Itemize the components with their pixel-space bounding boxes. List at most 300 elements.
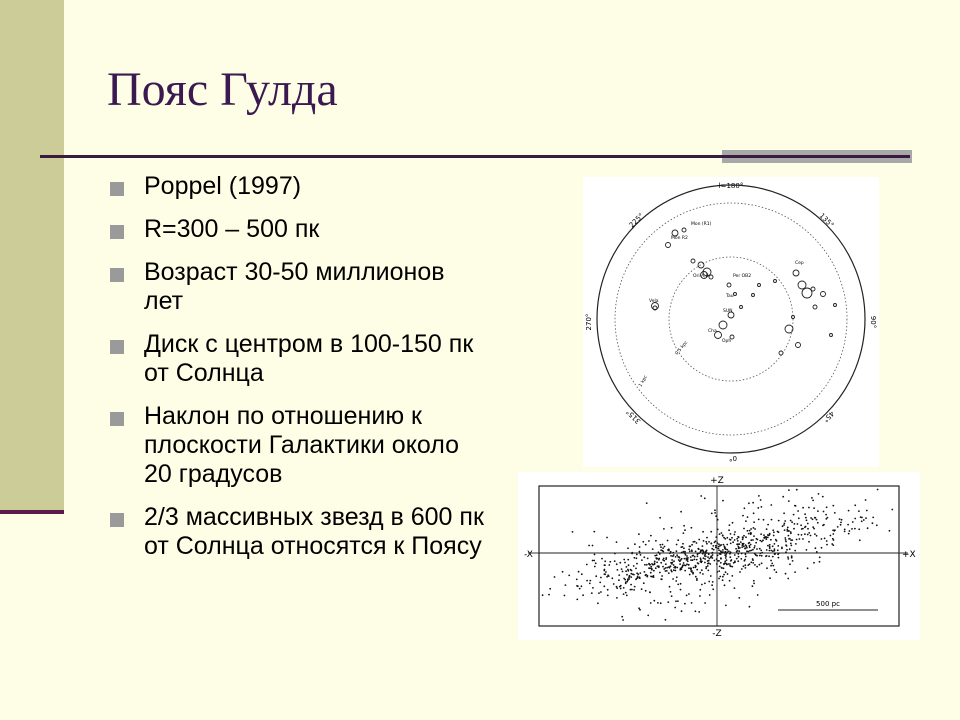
star-dot [729,553,731,555]
star-dot [785,541,787,543]
star-dot [660,546,662,548]
star-dot [710,542,712,544]
label-minus-z: -Z [712,629,722,639]
star-dot [654,561,656,563]
star-dot [793,514,795,516]
star-dot [613,583,615,585]
star-dot [732,522,734,524]
star-dot [659,572,661,574]
star-dot [781,547,783,549]
star-dot [620,588,622,590]
star-dot [774,553,776,555]
star-dot [724,546,726,548]
star-dot [889,530,891,532]
star-dot [627,547,629,549]
star-dot [799,538,801,540]
star-dot [655,540,657,542]
star-dot [769,577,771,579]
star-dot [789,538,791,540]
star-dot [565,584,567,586]
star-dot [692,572,694,574]
star-dot [627,579,629,581]
star-dot [656,561,658,563]
star-dot [727,563,729,565]
star-dot [722,549,724,551]
star-dot [690,559,692,561]
star-dot [680,583,682,585]
star-dot [625,583,627,585]
star-dot [729,556,731,558]
star-dot [731,566,733,568]
star-dot [667,601,669,603]
star-dot [616,586,618,588]
star-dot [646,564,648,566]
star-dot [648,567,650,569]
star-dot [629,575,631,577]
star-dot [669,552,671,554]
star-dot [720,544,722,546]
star-dot [792,560,794,562]
star-dot [621,616,623,618]
star-dot [643,582,645,584]
star-dot [623,587,625,589]
gould-belt-side-figure [518,472,920,640]
star-dot [786,529,788,531]
obj-mon-r2: Mon R2 [671,236,688,241]
star-dot [826,506,828,508]
label-315: 315° [624,407,643,426]
star-dot [807,523,809,525]
label-plus-x: +X [902,550,916,560]
star-dot [724,561,726,563]
star-dot [736,538,738,540]
star-dot [865,499,867,501]
star-dot [840,522,842,524]
star-dot [790,545,792,547]
star-dot [793,528,795,530]
star-dot [697,553,699,555]
star-dot [752,502,754,504]
star-dot [718,543,720,545]
star-dot [766,549,768,551]
star-dot [662,544,664,546]
star-dot [593,531,595,533]
star-dot [595,575,597,577]
title-rule [40,155,910,158]
star-dot [648,563,650,565]
star-dot [718,548,720,550]
star-dot [796,539,798,541]
star-dot [720,562,722,564]
star-dot [663,568,665,570]
star-dot [674,567,676,569]
star-dot [760,499,762,501]
star-dot [802,538,804,540]
star-dot [698,548,700,550]
star-dot [876,524,878,526]
star-dot [832,529,834,531]
star-dot [726,544,728,546]
star-dot [746,550,748,552]
star-dot [670,591,672,593]
star-dot [818,493,820,495]
star-dot [712,581,714,583]
star-dot [737,550,739,552]
star-dot [623,578,625,580]
star-dot [595,562,597,564]
star-dot [747,516,749,518]
star-dot [660,562,662,564]
star-dot [834,529,836,531]
star-dot [794,505,796,507]
star-dot [709,594,711,596]
star-dot [767,524,769,526]
star-dot [666,570,668,572]
star-dot [784,537,786,539]
star-dot [758,495,760,497]
star-dot [675,570,677,572]
bullet-marker-icon [110,268,124,282]
star-dot [750,533,752,535]
star-dot [731,537,733,539]
star-dot [848,533,850,535]
star-dot [616,541,618,543]
star-dot [675,600,677,602]
star-dot [579,588,581,590]
star-dot [706,543,708,545]
star-dot [708,553,710,555]
obj-cep: Cep [795,261,804,266]
star-dot [630,584,632,586]
star-dot [670,565,672,567]
star-dot [698,552,700,554]
star-dot [611,577,613,579]
star-dot [819,556,821,558]
bullet-item: Наклон по отношению к плоскости Галактики около 20 градусов [110,402,490,489]
star-dot [749,545,751,547]
bullet-item: Диск с центром в 100-150 пк от Солнца [110,330,490,388]
bullet-marker-icon [110,225,124,239]
star-dot [747,564,749,566]
star-dot [761,506,763,508]
star-dot [709,563,711,565]
star-dot [597,602,599,604]
star-dot [760,533,762,535]
obj-mon-r1: Mon (R1) [691,222,712,227]
star-dot [694,559,696,561]
star-dot [752,585,754,587]
star-dot [659,544,661,546]
star-dot [769,544,771,546]
star-dot [774,550,776,552]
star-dot [748,542,750,544]
star-dot [676,576,678,578]
star-dot [682,546,684,548]
star-dot [749,606,751,608]
star-dot [554,576,556,578]
star-dot [634,586,636,588]
star-dot [705,566,707,568]
star-dot [824,538,826,540]
star-dot [740,558,742,560]
star-dot [715,547,717,549]
star-dot [734,534,736,536]
star-dot [653,570,655,572]
left-accent-line [0,510,64,514]
star-dot [622,619,624,621]
polar-diagram [583,177,879,467]
star-dot [690,567,692,569]
star-dot [742,537,744,539]
star-dot [675,580,677,582]
star-dot [684,551,686,553]
star-dot [604,560,606,562]
star-dot [806,549,808,551]
star-dot [662,547,664,549]
star-dot [752,562,754,564]
star-dot [700,557,702,559]
star-dot [785,573,787,575]
star-dot [576,579,578,581]
star-dot [786,530,788,532]
star-dot [673,564,675,566]
star-dot [761,562,763,564]
star-dot [726,551,728,553]
star-dot [743,543,745,545]
star-dot [687,560,689,562]
star-dot [640,554,642,556]
star-dot [795,543,797,545]
star-dot [635,579,637,581]
star-dot [702,553,704,555]
star-dot [726,559,728,561]
star-dot [542,594,544,596]
star-dot [645,575,647,577]
star-dot [821,538,823,540]
star-dot [704,582,706,584]
star-dot [698,539,700,541]
star-dot [741,553,743,555]
star-dot [738,556,740,558]
star-dot [765,555,767,557]
star-dot [677,539,679,541]
star-dot [682,543,684,545]
star-dot [811,497,813,499]
star-dot [725,548,727,550]
star-dot [717,519,719,521]
star-dot [863,519,865,521]
star-dot [852,521,854,523]
star-dot [634,557,636,559]
star-dot [827,517,829,519]
star-dot [735,548,737,550]
star-dot [657,602,659,604]
star-dot [670,551,672,553]
star-dot [637,573,639,575]
star-dot [576,599,578,601]
star-dot [825,514,827,516]
star-dot [767,537,769,539]
star-dot [790,539,792,541]
star-dot [775,539,777,541]
star-dot [861,520,863,522]
star-dot [700,495,702,497]
star-dot [757,539,759,541]
star-clusters [652,228,837,355]
star-dot [631,570,633,572]
star-dot [708,581,710,583]
star-dot [841,519,843,521]
star-dot [688,564,690,566]
star-dot [593,560,595,562]
star-dot [699,589,701,591]
star-dot [749,550,751,552]
star-dot [771,563,773,565]
star-dot [717,529,719,531]
star-dot [805,517,807,519]
star-dot [734,531,736,533]
star-dot [696,569,698,571]
star-dot [660,578,662,580]
star-dot [688,549,690,551]
star-dot [796,489,798,491]
star-dot [633,589,635,591]
star-dot [627,559,629,561]
star-dot [813,562,815,564]
star-dot [657,565,659,567]
obj-per: Per OB2 [733,274,752,279]
obj-tau: Tau [726,294,734,299]
star-dot [619,586,621,588]
star-dot [622,571,624,573]
star-dot [705,541,707,543]
star-dot [736,543,738,545]
star-dot [716,563,718,565]
star-dot [697,562,699,564]
star-dot [807,528,809,530]
star-dot [673,569,675,571]
star-dot [711,548,713,550]
star-dot [649,591,651,593]
star-dot [759,555,761,557]
bullet-marker-icon [110,412,124,426]
star-dot [691,602,693,604]
star-dot [763,519,765,521]
star-dot [747,530,749,532]
star-dot [724,551,726,553]
star-dot [723,574,725,576]
star-dot [650,572,652,574]
star-dot [738,597,740,599]
star-dot [808,507,810,509]
label-45: 45° [821,409,836,424]
star-dot [810,517,812,519]
star-dot [719,576,721,578]
star-dot [854,504,856,506]
star-dot [688,567,690,569]
star-dot [729,563,731,565]
star-dot [706,537,708,539]
star-dot [670,569,672,571]
star-dot [788,535,790,537]
star-dot [683,551,685,553]
star-dot [624,562,626,564]
star-dot [722,500,724,502]
star-dot [742,515,744,517]
star-dot [697,555,699,557]
star-dot [636,554,638,556]
star-dot [700,549,702,551]
star-dot [714,560,716,562]
star-dot [683,525,685,527]
obj-sun: SUN [723,309,733,314]
star-dot [702,550,704,552]
star-dot [548,594,550,596]
star-dot [787,556,789,558]
star-dot [701,584,703,586]
star-dot [774,569,776,571]
star-dot [631,553,633,555]
star-dot [724,584,726,586]
star-dot [676,544,678,546]
star-dot [639,552,641,554]
star-dot [877,489,879,491]
star-dot [801,528,803,530]
star-dot [788,500,790,502]
star-dot [812,518,814,520]
star-dot [689,546,691,548]
bullet-list [110,172,490,575]
star-dot [668,550,670,552]
star-dot [749,530,751,532]
star-dot [581,585,583,587]
star-dot [791,555,793,557]
star-dot [729,580,731,582]
star-dot [626,595,628,597]
star-dot [745,567,747,569]
star-dot [725,605,727,607]
star-dot [681,610,683,612]
star-dot [704,602,706,604]
star-dot [814,533,816,535]
star-dot [690,570,692,572]
star-dot [788,489,790,491]
star-dot [588,545,590,547]
star-dot [705,550,707,552]
star-dot [804,533,806,535]
star-dot [722,576,724,578]
star-dot [669,567,671,569]
star-dot [616,597,618,599]
star-dot [671,559,673,561]
star-dot [691,544,693,546]
star-dot [647,615,649,617]
star-dot [604,573,606,575]
star-dot [762,539,764,541]
star-dot [787,527,789,529]
star-dot [804,513,806,515]
star-dot [752,549,754,551]
star-dot [760,552,762,554]
star-dot [717,542,719,544]
star-dot [771,519,773,521]
star-dot [833,539,835,541]
star-dot [669,586,671,588]
star-dot [630,576,632,578]
star-dot [730,533,732,535]
star-dot [607,595,609,597]
star-dot [727,573,729,575]
